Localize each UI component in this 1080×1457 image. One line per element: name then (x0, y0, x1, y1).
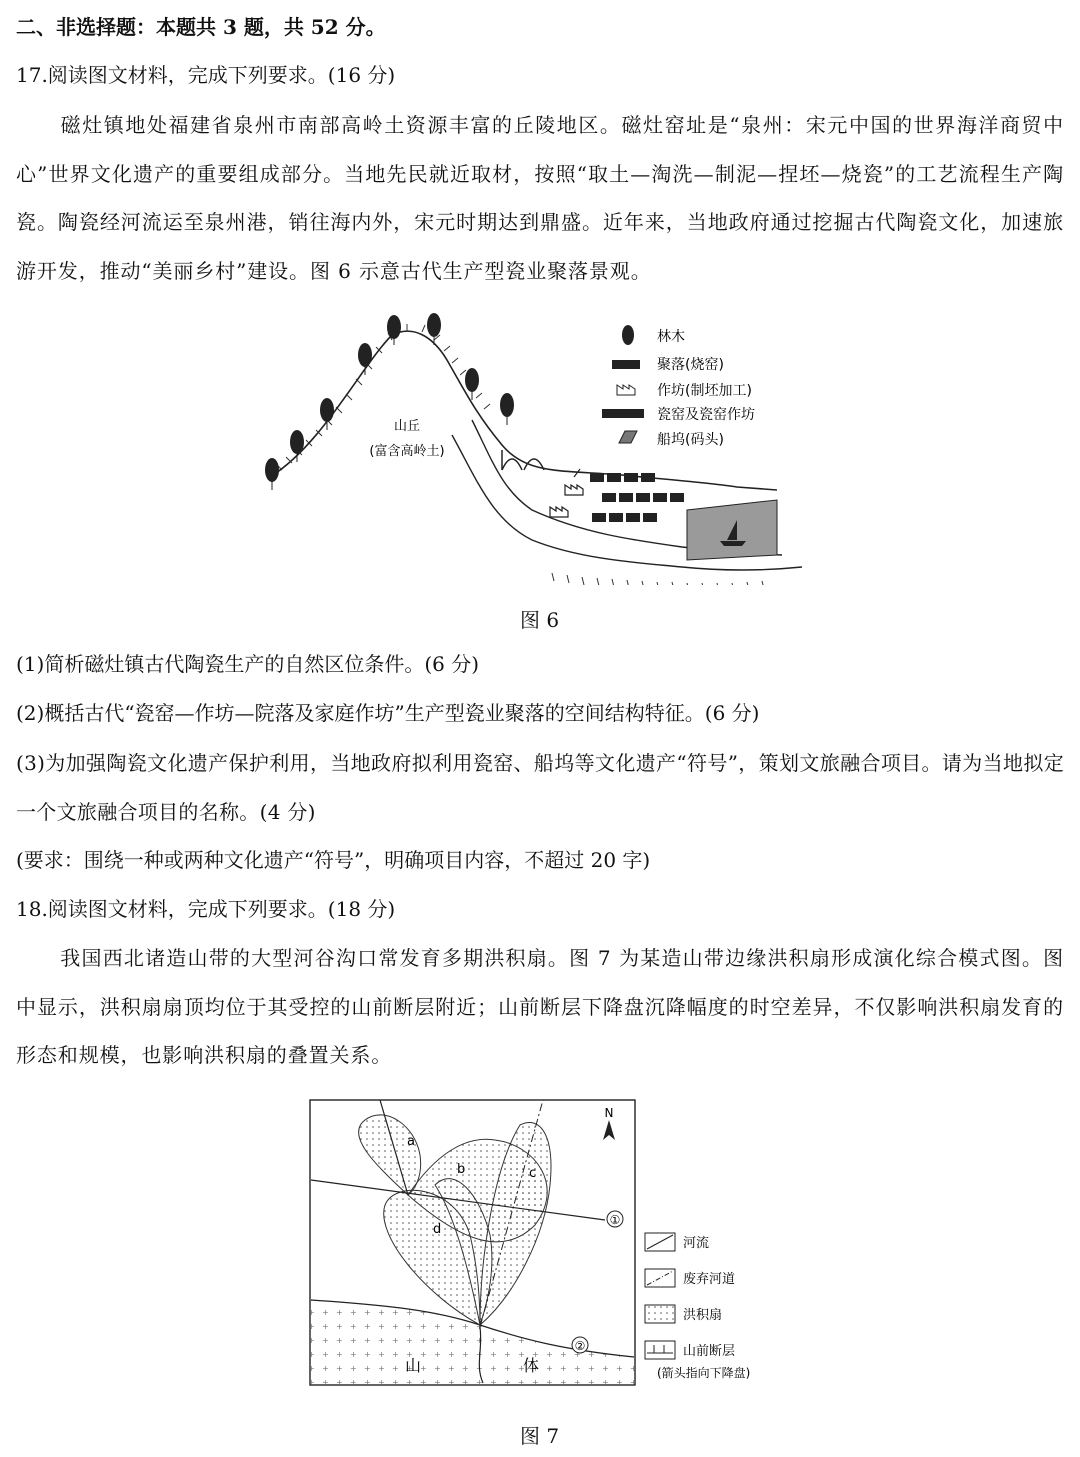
legend-abandoned: 废弃河道 (683, 1272, 736, 1287)
q17-requirement: (要求：围绕一种或两种文化遗产“符号”，明确项目内容，不超过 20 字) (16, 848, 651, 872)
figure-6 (262, 305, 822, 585)
trees (265, 313, 514, 490)
figure-6-caption: 图 6 (520, 608, 560, 632)
q17-question-1: (1)简析磁灶镇古代陶瓷生产的自然区位条件。(6 分) (16, 652, 480, 676)
legend-fault-note: (箭头指向下降盘) (657, 1366, 751, 1380)
figure-7-caption: 图 7 (520, 1424, 560, 1448)
north-label: N (604, 1106, 614, 1120)
workshops (550, 469, 583, 517)
q17-question-3: (3)为加强陶瓷文化遗产保护利用，当地政府拟利用瓷窑、船坞等文化遗产“符号”，策划文旅融合项目。请为当地拟定一个文旅融合项目的名称。(4 分) (16, 751, 1064, 824)
legend-settlement: 聚落(烧窑) (657, 357, 724, 373)
hill-sublabel: (富含高岭土) (369, 444, 445, 459)
q18-heading: 18.阅读图文材料，完成下列要求。(18 分) (16, 897, 396, 921)
q17-question-2: (2)概括古代“瓷窑—作坊—院落及家庭作坊”生产型瓷业聚落的空间结构特征。(6 分) (16, 701, 760, 725)
legend-workshop: 作坊(制坯加工) (657, 383, 752, 399)
legend-forest: 林木 (657, 329, 685, 345)
q17-heading: 17.阅读图文材料，完成下列要求。(16 分) (16, 63, 396, 87)
fan-label-d: d (433, 1222, 442, 1237)
fan-label-c: c (529, 1166, 537, 1181)
legend-kiln: 瓷窑及瓷窑作坊 (657, 407, 755, 423)
mountain-label-2: 体 (523, 1356, 540, 1375)
hill-label: 山丘 (393, 419, 421, 434)
legend-river: 河流 (683, 1236, 710, 1251)
fault-1-label: ① (609, 1213, 621, 1227)
legend-7 (645, 1233, 750, 1380)
q17-passage: 磁灶镇地处福建省泉州市南部高岭土资源丰富的丘陵地区。磁灶窑址是“泉州：宋元中国的世界海洋商贸中心”世界文化遗产的重要组成部分。当地先民就近取材，按照“取土—淘洗—制泥—捏坯—烧瓷”的工艺流程生产陶瓷。陶瓷经河流运至泉州港，销往海内外，宋元时期达到鼎盛。近年来，当地政府通过挖掘古代陶瓷文化，加速旅游开发，推动“美丽乡村”建设。图 6 示意古代生产型瓷业聚落景观。 (16, 113, 1064, 283)
fan-label-a: a (407, 1134, 415, 1149)
section-title: 二、非选择题：本题共 3 题，共 52 分。 (16, 15, 386, 39)
figure-7 (305, 1095, 775, 1395)
legend-dock: 船坞(码头) (657, 432, 724, 448)
legend-6 (602, 325, 755, 448)
legend-fault: 山前断层 (683, 1344, 736, 1359)
q18-passage: 我国西北诸造山带的大型河谷沟口常发育多期洪积扇。图 7 为某造山带边缘洪积扇形成演化综合模式图。图中显示，洪积扇扇顶均位于其受控的山前断层附近；山前断层下降盘沉降幅度的时空差异，不仅影响洪积扇发育的形态和规模，也影响洪积扇的叠置关系。 (16, 946, 1064, 1067)
fan-label-b: b (457, 1162, 466, 1177)
fault-2-label: ② (574, 1339, 586, 1353)
mountain-label-1: 山 (405, 1356, 422, 1375)
legend-fan: 洪积扇 (683, 1308, 723, 1323)
